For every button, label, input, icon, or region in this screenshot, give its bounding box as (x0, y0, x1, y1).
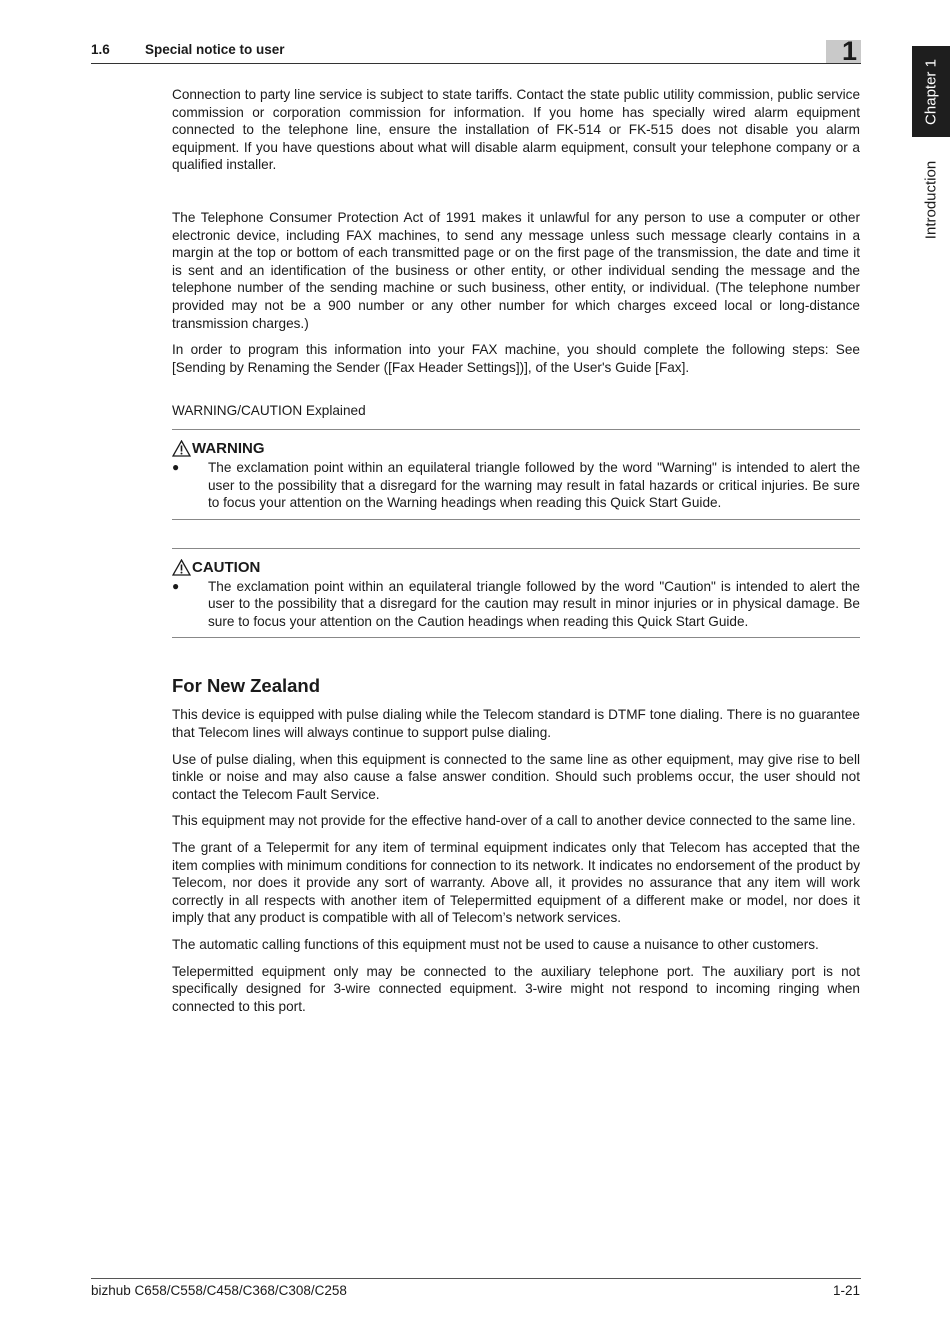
warning-title (172, 439, 860, 458)
running-header (91, 42, 285, 57)
chapter-tab-label: Chapter 1 (922, 58, 940, 125)
warning-box (172, 429, 860, 520)
paragraph-party-line: Connection to party line service is subject to state tariffs. Contact the state public utility commission, public service commission or corporation commission for information. If you home has specially wired alarm equipment connected to the telephone line, ensure the installation of FK-514 or FK-515 does not disable you alarm equipment. If you have questions about what will disable alarm equipment, consult your telephone company or a qualified installer. (172, 87, 860, 173)
section-number: 1.6 (91, 42, 110, 57)
caution-box (172, 548, 860, 639)
footer-page-number: 1-21 (832, 1283, 860, 1298)
footer-rule (91, 1278, 861, 1279)
chapter-name-tab (912, 140, 950, 260)
nz-paragraph-3: This equipment may not provide for the effective hand-over of a call to another device connected to the same line. (172, 813, 856, 829)
chapter-number-box (826, 36, 861, 66)
chapter-number: 1 (841, 36, 857, 66)
caution-title (172, 558, 860, 577)
caution-text: The exclamation point within an equilateral triangle followed by the word "Caution" is intended to alert the user to the possibility that a disregard for the caution may result in minor injuries or in physical damage. Be sure to focus your attention on the Caution headings when reading this Quick Start Guide. (208, 578, 860, 629)
warning-text: The exclamation point within an equilateral triangle followed by the word "Warning" is intended to alert the user to the possibility that a disregard for the warning may result in fatal hazards or critical injuries. Be sure to focus your attention on the Warning headings when reading this Quick Start Guide. (208, 459, 860, 511)
section-heading-new-zealand: For New Zealand (172, 675, 321, 697)
chapter-name-label: Introduction (922, 160, 940, 240)
nz-paragraph-5: The automatic calling functions of this equipment must not be used to cause a nuisance to other customers. (172, 937, 819, 952)
bullet-icon: ● (172, 578, 180, 593)
paragraph-program-steps: In order to program this information into your FAX machine, you should complete the following steps: See [Sending by Renaming the Sender ([Fax Header Settings])], of the User's Guide [Fax]. (172, 342, 860, 375)
nz-paragraph-4: The grant of a Telepermit for any item of terminal equipment indicates only that Telecom has accepted that the item complies with minimum conditions for connection to its network. It indicates no endorsement of the product by Telecom, nor does it provide any sort of warranty. Above all, it provides no assurance that any item will work correctly in all respects with another item of Telepermitted equipment of a different make or model, nor does it imply that any product is compatible with all of Telecom’s network services. (172, 840, 860, 926)
warning-caution-heading: WARNING/CAUTION Explained (172, 403, 366, 419)
warning-triangle-icon (172, 440, 191, 457)
caution-triangle-icon (172, 559, 191, 576)
nz-paragraph-1: This device is equipped with pulse dialing while the Telecom standard is DTMF tone dialing. There is no guarantee that Telecom lines will always continue to support pulse dialing. (172, 707, 860, 741)
nz-paragraph-6: Telepermitted equipment only may be connected to the auxiliary telephone port. The auxiliary port is not specifically designed for 3-wire connected equipment. 3-wire might not respond to incoming ringing when connected to this port. (172, 963, 860, 1014)
footer-model: bizhub C658/C558/C458/C368/C308/C258 (91, 1283, 347, 1298)
header-rule (91, 63, 861, 64)
warning-item (172, 459, 860, 512)
paragraph-tcpa: The Telephone Consumer Protection Act of 1991 makes it unlawful for any person to use a computer or other electronic device, including FAX machines, to send any message unless such message clearly contains in a margin at the top or bottom of each transmitted page or on the first page of the transmission, the date and time it is sent and an identification of the business or other entity, or other individual sending the message and the telephone number of the sending machine or such business, other entity, or individual. (The telephone number provided may not be a 900 number or any other number for which charges exceed local or long-distance transmission charges.) (172, 209, 860, 331)
caution-item (172, 578, 860, 631)
caution-title-text: CAUTION (192, 558, 261, 576)
page-content (172, 86, 860, 1024)
nz-paragraph-2: Use of pulse dialing, when this equipment is connected to the same line as other equipment, may give rise to bell tinkle or noise and may also cause a false answer condition. Should such problems occur, the user should not contact the Telecom Fault Service. (172, 751, 860, 802)
section-title: Special notice to user (145, 42, 285, 57)
chapter-tab (912, 46, 950, 137)
warning-title-text: WARNING (192, 439, 265, 457)
bullet-icon: ● (172, 459, 180, 474)
